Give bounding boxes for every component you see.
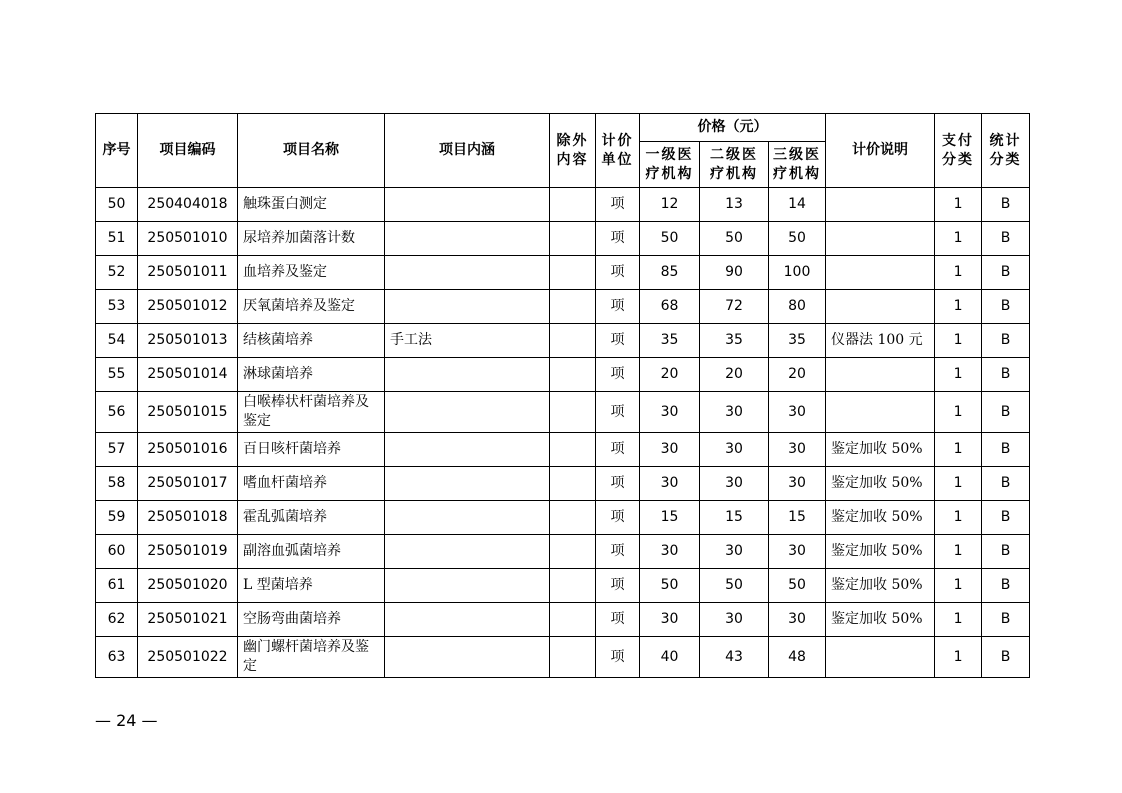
cell-unit: 项 xyxy=(596,392,640,433)
cell-unit: 项 xyxy=(596,603,640,637)
header-stat: 统计分类 xyxy=(982,114,1030,188)
cell-name: 尿培养加菌落计数 xyxy=(238,222,385,256)
table-row xyxy=(96,256,1030,290)
cell-price-level3: 14 xyxy=(769,188,826,222)
cell-code: 250501018 xyxy=(138,501,238,535)
cell-name: 霍乱弧菌培养 xyxy=(238,501,385,535)
cell-content xyxy=(385,290,550,324)
cell-price-level1: 30 xyxy=(640,467,700,501)
cell-price-level3: 50 xyxy=(769,569,826,603)
cell-seq: 52 xyxy=(96,256,138,290)
cell-code: 250501020 xyxy=(138,569,238,603)
cell-code: 250501019 xyxy=(138,535,238,569)
cell-note xyxy=(826,256,935,290)
cell-payment: 1 xyxy=(935,290,982,324)
cell-excluded xyxy=(550,467,596,501)
cell-seq: 54 xyxy=(96,324,138,358)
header-payment: 支付分类 xyxy=(935,114,982,188)
cell-note xyxy=(826,637,935,678)
cell-excluded xyxy=(550,535,596,569)
table-row xyxy=(96,433,1030,467)
cell-price-level3: 50 xyxy=(769,222,826,256)
cell-content xyxy=(385,392,550,433)
cell-excluded xyxy=(550,392,596,433)
cell-name: 白喉棒状杆菌培养及鉴定 xyxy=(238,392,385,433)
cell-content xyxy=(385,467,550,501)
cell-payment: 1 xyxy=(935,222,982,256)
cell-stat: B xyxy=(982,501,1030,535)
header-content: 项目内涵 xyxy=(385,114,550,188)
cell-note: 鉴定加收 50% xyxy=(826,603,935,637)
cell-code: 250404018 xyxy=(138,188,238,222)
cell-seq: 60 xyxy=(96,535,138,569)
header-price-group: 价格（元） xyxy=(640,114,826,142)
cell-price-level1: 35 xyxy=(640,324,700,358)
cell-price-level1: 12 xyxy=(640,188,700,222)
cell-stat: B xyxy=(982,569,1030,603)
cell-unit: 项 xyxy=(596,256,640,290)
cell-price-level2: 15 xyxy=(700,501,769,535)
cell-seq: 51 xyxy=(96,222,138,256)
cell-unit: 项 xyxy=(596,188,640,222)
cell-price-level2: 30 xyxy=(700,535,769,569)
cell-name: 血培养及鉴定 xyxy=(238,256,385,290)
cell-content xyxy=(385,358,550,392)
cell-name: 淋球菌培养 xyxy=(238,358,385,392)
cell-price-level2: 13 xyxy=(700,188,769,222)
header-name: 项目名称 xyxy=(238,114,385,188)
cell-price-level1: 50 xyxy=(640,569,700,603)
cell-price-level1: 30 xyxy=(640,535,700,569)
cell-name: 嗜血杆菌培养 xyxy=(238,467,385,501)
cell-unit: 项 xyxy=(596,501,640,535)
header-level3: 三级医疗机构 xyxy=(769,142,826,188)
cell-note: 鉴定加收 50% xyxy=(826,501,935,535)
cell-content xyxy=(385,433,550,467)
cell-name: 厌氧菌培养及鉴定 xyxy=(238,290,385,324)
cell-payment: 1 xyxy=(935,256,982,290)
cell-content xyxy=(385,188,550,222)
cell-name: 触珠蛋白测定 xyxy=(238,188,385,222)
cell-price-level2: 90 xyxy=(700,256,769,290)
cell-price-level1: 85 xyxy=(640,256,700,290)
cell-price-level2: 30 xyxy=(700,603,769,637)
cell-seq: 61 xyxy=(96,569,138,603)
cell-price-level2: 50 xyxy=(700,222,769,256)
table-row xyxy=(96,188,1030,222)
cell-stat: B xyxy=(982,637,1030,678)
cell-name: 副溶血弧菌培养 xyxy=(238,535,385,569)
header-seq: 序号 xyxy=(96,114,138,188)
header-level2: 二级医疗机构 xyxy=(700,142,769,188)
cell-unit: 项 xyxy=(596,637,640,678)
cell-content xyxy=(385,603,550,637)
cell-price-level3: 15 xyxy=(769,501,826,535)
cell-payment: 1 xyxy=(935,501,982,535)
cell-price-level2: 30 xyxy=(700,392,769,433)
cell-unit: 项 xyxy=(596,433,640,467)
cell-payment: 1 xyxy=(935,467,982,501)
cell-stat: B xyxy=(982,290,1030,324)
table-body xyxy=(96,188,1030,678)
cell-excluded xyxy=(550,290,596,324)
cell-price-level1: 30 xyxy=(640,433,700,467)
table-row xyxy=(96,467,1030,501)
cell-unit: 项 xyxy=(596,222,640,256)
table-row xyxy=(96,222,1030,256)
cell-code: 250501014 xyxy=(138,358,238,392)
cell-payment: 1 xyxy=(935,603,982,637)
cell-name: 幽门螺杆菌培养及鉴定 xyxy=(238,637,385,678)
cell-seq: 56 xyxy=(96,392,138,433)
table-row xyxy=(96,324,1030,358)
cell-unit: 项 xyxy=(596,358,640,392)
cell-price-level2: 72 xyxy=(700,290,769,324)
cell-content xyxy=(385,256,550,290)
cell-price-level1: 30 xyxy=(640,603,700,637)
cell-note: 鉴定加收 50% xyxy=(826,433,935,467)
cell-stat: B xyxy=(982,433,1030,467)
cell-unit: 项 xyxy=(596,467,640,501)
cell-seq: 53 xyxy=(96,290,138,324)
cell-stat: B xyxy=(982,467,1030,501)
cell-seq: 62 xyxy=(96,603,138,637)
table-row xyxy=(96,290,1030,324)
cell-unit: 项 xyxy=(596,569,640,603)
cell-excluded xyxy=(550,188,596,222)
cell-price-level3: 20 xyxy=(769,358,826,392)
cell-excluded xyxy=(550,501,596,535)
cell-price-level2: 20 xyxy=(700,358,769,392)
cell-note xyxy=(826,222,935,256)
cell-code: 250501012 xyxy=(138,290,238,324)
cell-code: 250501017 xyxy=(138,467,238,501)
cell-price-level2: 30 xyxy=(700,467,769,501)
cell-price-level1: 40 xyxy=(640,637,700,678)
cell-code: 250501016 xyxy=(138,433,238,467)
cell-excluded xyxy=(550,569,596,603)
cell-price-level2: 50 xyxy=(700,569,769,603)
cell-name: 空肠弯曲菌培养 xyxy=(238,603,385,637)
cell-excluded xyxy=(550,433,596,467)
cell-price-level2: 35 xyxy=(700,324,769,358)
cell-excluded xyxy=(550,358,596,392)
cell-price-level3: 30 xyxy=(769,467,826,501)
header-note: 计价说明 xyxy=(826,114,935,188)
cell-code: 250501013 xyxy=(138,324,238,358)
table-row xyxy=(96,501,1030,535)
cell-note xyxy=(826,290,935,324)
page-number: — 24 — xyxy=(95,711,158,730)
table-row xyxy=(96,535,1030,569)
cell-stat: B xyxy=(982,256,1030,290)
table-row xyxy=(96,637,1030,678)
cell-content xyxy=(385,637,550,678)
cell-content xyxy=(385,501,550,535)
cell-excluded xyxy=(550,256,596,290)
cell-seq: 59 xyxy=(96,501,138,535)
cell-content: 手工法 xyxy=(385,324,550,358)
cell-price-level2: 43 xyxy=(700,637,769,678)
cell-price-level1: 15 xyxy=(640,501,700,535)
cell-price-level1: 30 xyxy=(640,392,700,433)
cell-name: L 型菌培养 xyxy=(238,569,385,603)
header-level1: 一级医疗机构 xyxy=(640,142,700,188)
cell-price-level1: 20 xyxy=(640,358,700,392)
table-row xyxy=(96,358,1030,392)
table-header xyxy=(96,114,1030,188)
table-row xyxy=(96,392,1030,433)
cell-stat: B xyxy=(982,603,1030,637)
cell-price-level3: 48 xyxy=(769,637,826,678)
cell-unit: 项 xyxy=(596,535,640,569)
cell-excluded xyxy=(550,603,596,637)
cell-name: 百日咳杆菌培养 xyxy=(238,433,385,467)
cell-note: 鉴定加收 50% xyxy=(826,569,935,603)
cell-note xyxy=(826,188,935,222)
cell-stat: B xyxy=(982,324,1030,358)
cell-price-level3: 35 xyxy=(769,324,826,358)
cell-price-level3: 100 xyxy=(769,256,826,290)
header-excluded: 除外内容 xyxy=(550,114,596,188)
cell-excluded xyxy=(550,637,596,678)
cell-code: 250501021 xyxy=(138,603,238,637)
cell-payment: 1 xyxy=(935,392,982,433)
cell-seq: 58 xyxy=(96,467,138,501)
cell-content xyxy=(385,569,550,603)
cell-name: 结核菌培养 xyxy=(238,324,385,358)
cell-note: 鉴定加收 50% xyxy=(826,467,935,501)
cell-price-level3: 30 xyxy=(769,433,826,467)
cell-note xyxy=(826,392,935,433)
cell-unit: 项 xyxy=(596,324,640,358)
cell-code: 250501011 xyxy=(138,256,238,290)
cell-excluded xyxy=(550,324,596,358)
cell-code: 250501010 xyxy=(138,222,238,256)
header-unit: 计价单位 xyxy=(596,114,640,188)
cell-seq: 63 xyxy=(96,637,138,678)
cell-excluded xyxy=(550,222,596,256)
table-row xyxy=(96,603,1030,637)
cell-code: 250501022 xyxy=(138,637,238,678)
cell-payment: 1 xyxy=(935,637,982,678)
cell-price-level2: 30 xyxy=(700,433,769,467)
cell-price-level1: 68 xyxy=(640,290,700,324)
cell-payment: 1 xyxy=(935,358,982,392)
cell-stat: B xyxy=(982,392,1030,433)
cell-seq: 57 xyxy=(96,433,138,467)
cell-unit: 项 xyxy=(596,290,640,324)
cell-stat: B xyxy=(982,358,1030,392)
cell-stat: B xyxy=(982,535,1030,569)
cell-seq: 50 xyxy=(96,188,138,222)
cell-payment: 1 xyxy=(935,433,982,467)
cell-stat: B xyxy=(982,188,1030,222)
cell-price-level3: 80 xyxy=(769,290,826,324)
cell-price-level3: 30 xyxy=(769,603,826,637)
cell-seq: 55 xyxy=(96,358,138,392)
cell-code: 250501015 xyxy=(138,392,238,433)
cell-payment: 1 xyxy=(935,535,982,569)
cell-content xyxy=(385,222,550,256)
cell-price-level3: 30 xyxy=(769,392,826,433)
table-row xyxy=(96,569,1030,603)
cell-content xyxy=(385,535,550,569)
cell-note xyxy=(826,358,935,392)
cell-note: 鉴定加收 50% xyxy=(826,535,935,569)
cell-payment: 1 xyxy=(935,188,982,222)
cell-stat: B xyxy=(982,222,1030,256)
cell-payment: 1 xyxy=(935,324,982,358)
cell-note: 仪器法 100 元 xyxy=(826,324,935,358)
cell-price-level3: 30 xyxy=(769,535,826,569)
price-table xyxy=(95,113,1030,678)
cell-price-level1: 50 xyxy=(640,222,700,256)
header-code: 项目编码 xyxy=(138,114,238,188)
cell-payment: 1 xyxy=(935,569,982,603)
